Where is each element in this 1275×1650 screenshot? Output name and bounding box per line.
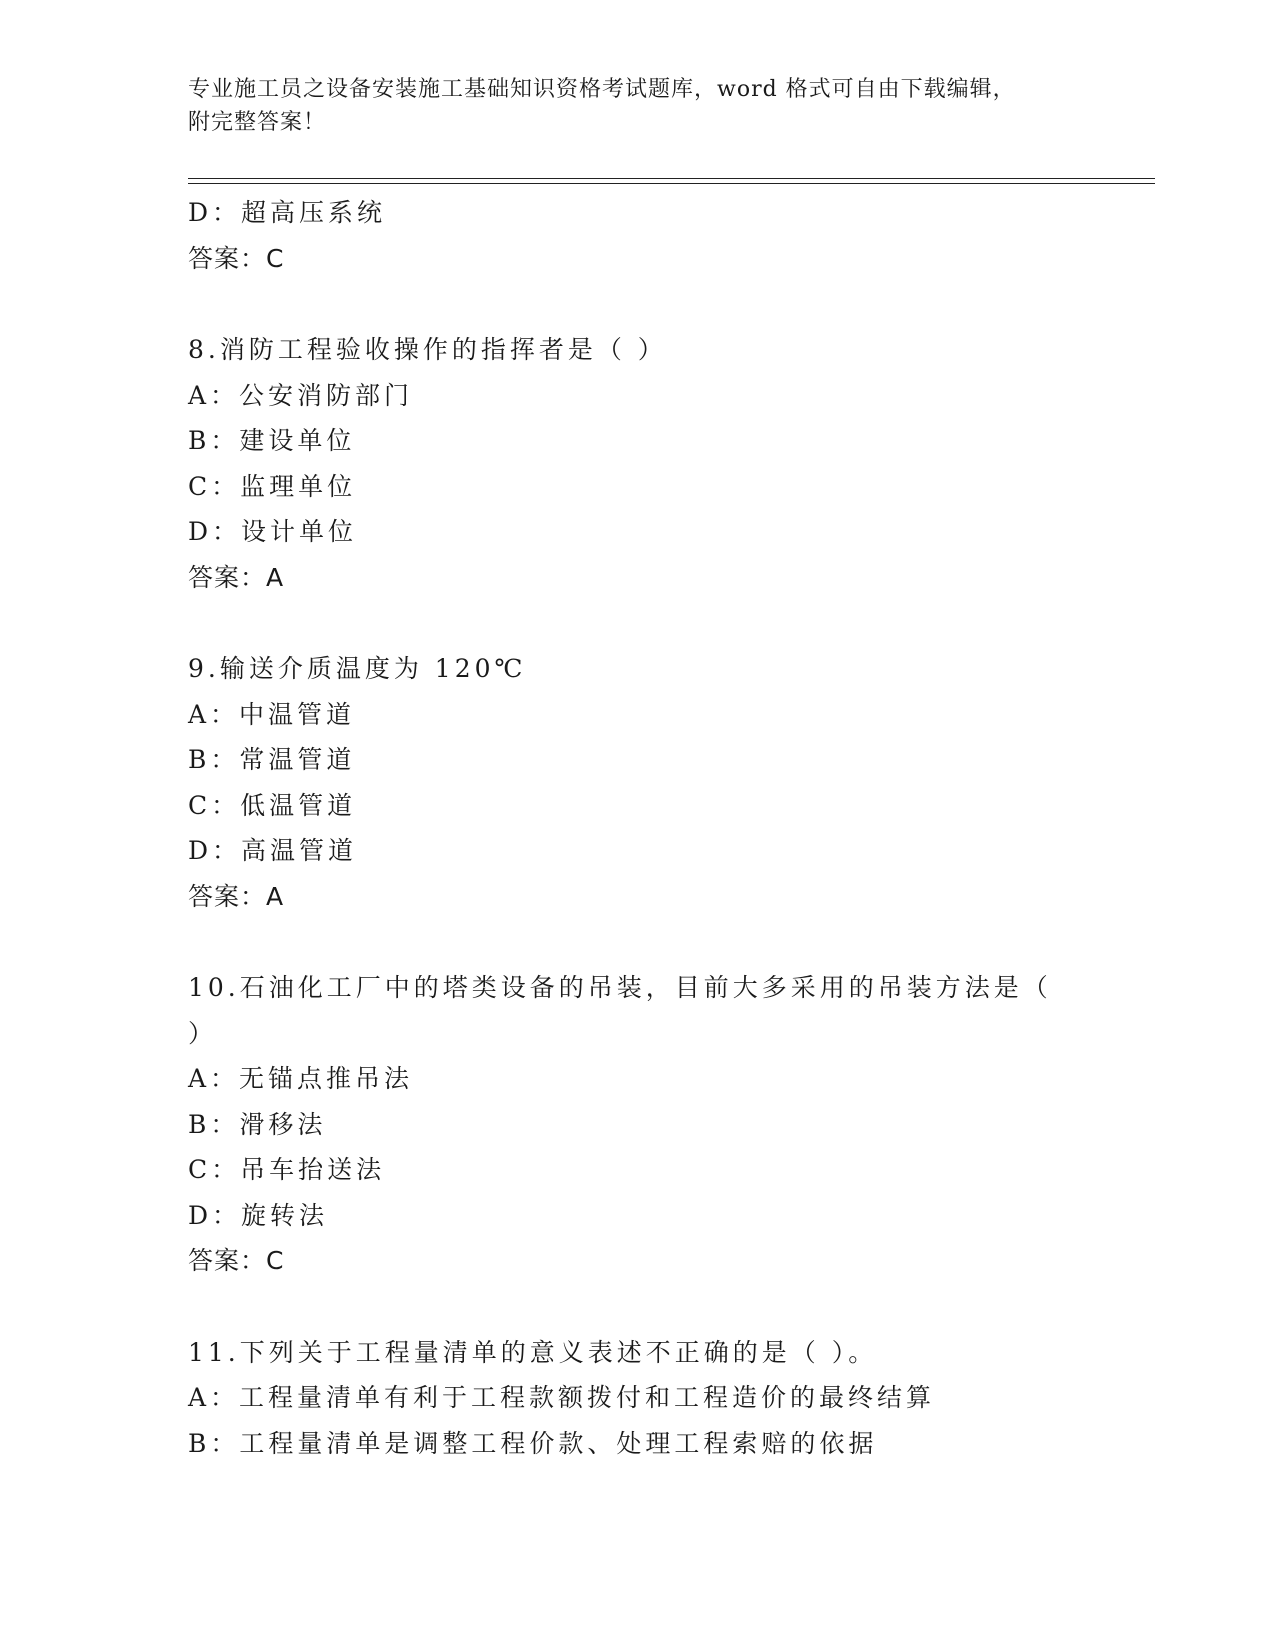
option-c: C：监理单位 (188, 471, 357, 501)
option-b: B：建设单位 (188, 426, 356, 455)
question-11 (188, 1330, 1088, 1467)
header-line-1: 专业施工员之设备安装施工基础知识资格考试题库，word 格式可自由下载编辑， (188, 77, 1016, 102)
question-stem: 10.石油化工厂中的塔类设备的吊装，目前大多采用的吊装方法是（ (188, 973, 1052, 1002)
header-rule-top (188, 178, 1155, 179)
option-d: D：高温管道 (188, 836, 358, 865)
option-a: A：工程量清单有利于工程款额拨付和工程造价的最终结算 (188, 1383, 936, 1412)
question-stem: 9.输送介质温度为 120℃ (188, 654, 527, 683)
question-8 (188, 327, 1088, 600)
header-rule-bottom (188, 183, 1155, 184)
option-a: A：公安消防部门 (188, 380, 414, 410)
option-d: D：旋转法 (188, 1200, 329, 1230)
answer: 答案：C (188, 243, 285, 273)
option-d: D：设计单位 (188, 517, 358, 546)
option-a: A：无锚点推吊法 (188, 1064, 414, 1093)
option-a: A：中温管道 (188, 699, 356, 729)
page-header (188, 73, 1088, 139)
question-stem: 8.消防工程验收操作的指挥者是（ ） (188, 335, 667, 364)
option-b: B：工程量清单是调整工程价款、处理工程索赔的依据 (188, 1428, 878, 1458)
answer: 答案：A (188, 881, 285, 911)
answer: 答案：A (188, 562, 285, 592)
question-9 (188, 646, 1088, 919)
answer: 答案：C (188, 1246, 285, 1275)
question-10 (188, 965, 1088, 1284)
option-b: B：常温管道 (188, 745, 356, 774)
question-7-tail (188, 190, 1088, 281)
document-body (188, 190, 1088, 1466)
question-stem-continued: ） (188, 1018, 218, 1048)
header-line-2: 附完整答案！ (188, 110, 327, 135)
option-c: C：吊车抬送法 (188, 1155, 386, 1184)
option-d: D：超高压系统 (188, 198, 387, 227)
option-c: C：低温管道 (188, 790, 357, 820)
option-b: B：滑移法 (188, 1109, 327, 1139)
question-stem: 11.下列关于工程量清单的意义表述不正确的是（ ）。 (188, 1337, 878, 1367)
